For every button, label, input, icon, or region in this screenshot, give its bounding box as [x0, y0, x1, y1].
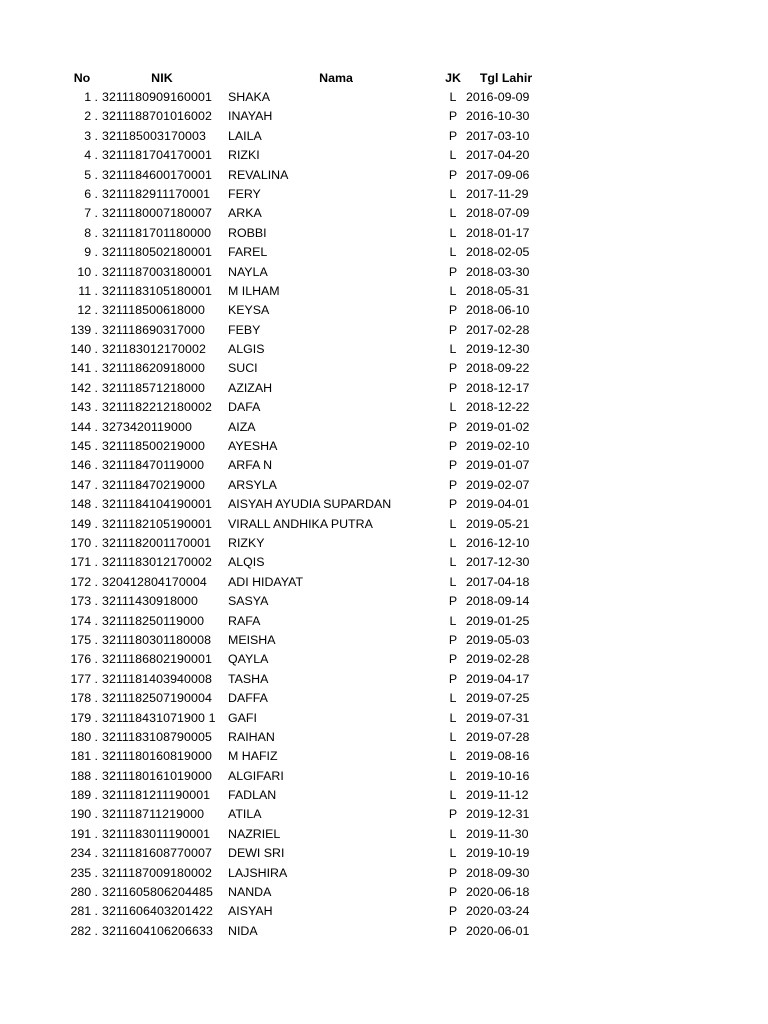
cell-nik: 321183012170002: [102, 342, 206, 357]
cell-jk: P: [448, 497, 458, 512]
cell-jk: P: [448, 904, 458, 919]
cell-tgl-lahir: 2017-02-28: [466, 322, 530, 337]
cell-nama: VIRALL ANDHIKA PUTRA: [228, 516, 373, 531]
cell-nik: 321118250119000: [102, 613, 205, 628]
table-row: [0, 786, 768, 805]
cell-nama: M HAFIZ: [228, 749, 278, 764]
cell-nik: 3211183108790005: [102, 729, 213, 744]
cell-tgl-lahir: 2019-11-30: [466, 826, 529, 841]
cell-nik: 3211180301180008: [102, 632, 212, 647]
cell-nama: KEYSA: [228, 303, 270, 318]
cell-tgl-lahir: 2018-12-17: [466, 380, 530, 395]
cell-nama: REVALINA: [228, 167, 289, 182]
cell-nama: ATILA: [228, 807, 262, 822]
cell-tgl-lahir: 2019-12-31: [466, 807, 530, 822]
cell-jk: P: [448, 477, 458, 492]
cell-nik: 3211187009180002: [102, 865, 213, 880]
cell-nik: 3211606403201422: [102, 904, 213, 919]
cell-no: 175 .: [70, 632, 98, 647]
cell-nik: 3211184104190001: [102, 497, 213, 512]
cell-nama: ADI HIDAYAT: [228, 574, 304, 589]
cell-jk: L: [449, 186, 457, 201]
cell-nama: FERY: [228, 186, 261, 201]
cell-nik: 321118500618000: [102, 303, 206, 318]
cell-nik: 3211604106206633: [102, 923, 213, 938]
cell-no: 6 .: [84, 186, 98, 201]
cell-nama: ALGIFARI: [228, 768, 284, 783]
cell-nik: 3211181608770007: [102, 846, 213, 861]
cell-no: 140 .: [70, 342, 98, 357]
cell-nik: 3211181704170001: [102, 148, 213, 163]
table-row: [0, 670, 768, 689]
cell-nik: 320412804170004: [102, 574, 207, 589]
cell-nama: AISYAH AYUDIA SUPARDAN: [228, 497, 392, 512]
cell-nama: QAYLA: [228, 652, 269, 667]
cell-nik: 3211182105190001: [102, 516, 213, 531]
cell-tgl-lahir: 2018-05-31: [466, 283, 530, 298]
cell-nik: 3211181211190001: [102, 788, 211, 803]
table-row: [0, 883, 768, 902]
cell-nik: 321118500219000: [102, 439, 206, 454]
table-row: [0, 592, 768, 611]
cell-no: 172 .: [70, 574, 98, 589]
cell-no: 179 .: [70, 710, 98, 725]
cell-nama: AISYAH: [228, 904, 273, 919]
cell-tgl-lahir: 2019-08-16: [466, 749, 530, 764]
table-row: [0, 767, 768, 786]
cell-no: 4 .: [84, 148, 98, 163]
table-row: [0, 166, 768, 185]
table-row: [0, 709, 768, 728]
cell-tgl-lahir: 2017-03-10: [466, 128, 530, 143]
cell-nik: 321185003170003: [102, 128, 206, 143]
table-row: [0, 88, 768, 107]
cell-nama: SUCI: [228, 361, 258, 376]
cell-jk: P: [448, 380, 458, 395]
cell-jk: L: [449, 535, 457, 550]
cell-nama: NAZRIEL: [228, 826, 281, 841]
cell-jk: L: [449, 90, 457, 104]
cell-nama: ARSYLA: [228, 477, 277, 492]
cell-nik: 3211605806204485: [102, 885, 213, 900]
table-row: [0, 301, 768, 320]
table-row: [0, 825, 768, 844]
cell-nik: 321118470219000: [102, 477, 206, 492]
cell-tgl-lahir: 2017-11-29: [466, 186, 529, 201]
cell-jk: L: [449, 400, 457, 415]
cell-tgl-lahir: 2020-06-01: [466, 923, 530, 938]
cell-no: 234 .: [70, 846, 98, 861]
table-row: [0, 185, 768, 204]
cell-jk: L: [449, 283, 457, 298]
cell-jk: P: [448, 109, 458, 124]
cell-nik: 3211183105180001: [102, 283, 213, 298]
cell-tgl-lahir: 2019-04-01: [466, 497, 530, 512]
cell-nama: RIZKI: [228, 148, 260, 163]
cell-jk: L: [449, 225, 457, 240]
cell-tgl-lahir: 2019-11-12: [466, 788, 529, 803]
table-row: [0, 243, 768, 262]
cell-jk: P: [448, 885, 458, 900]
cell-no: 139 .: [70, 322, 98, 337]
cell-nama: RAIHAN: [228, 729, 275, 744]
table-row: [0, 224, 768, 243]
cell-tgl-lahir: 2017-09-06: [466, 167, 530, 182]
cell-jk: L: [449, 710, 457, 725]
header-no: No: [73, 71, 91, 85]
cell-no: 143 .: [70, 400, 98, 415]
cell-tgl-lahir: 2020-06-18: [466, 885, 530, 900]
cell-nama: DAFA: [228, 400, 261, 415]
table-row: [0, 728, 768, 747]
table-row: [0, 573, 768, 592]
cell-no: 176 .: [70, 652, 98, 667]
cell-tgl-lahir: 2016-09-09: [466, 90, 530, 104]
cell-nama: GAFI: [228, 710, 257, 725]
table-row: [0, 864, 768, 883]
table-row: [0, 805, 768, 824]
cell-jk: P: [448, 361, 458, 376]
cell-no: 170 .: [70, 535, 98, 550]
table-row: [0, 631, 768, 650]
cell-tgl-lahir: 2016-12-10: [466, 535, 530, 550]
cell-no: 188 .: [70, 768, 98, 783]
cell-no: 12 .: [77, 303, 98, 318]
cell-no: 2 .: [84, 109, 98, 124]
table-row: [0, 204, 768, 223]
cell-tgl-lahir: 2019-07-31: [466, 710, 530, 725]
cell-nik: 3211183011190001: [102, 826, 211, 841]
cell-no: 174 .: [70, 613, 98, 628]
cell-no: 144 .: [70, 419, 98, 434]
table-row: [0, 689, 768, 708]
cell-nama: NANDA: [228, 885, 272, 900]
cell-nama: ARKA: [228, 206, 262, 221]
cell-jk: L: [449, 342, 457, 357]
cell-nik: 3211180161019000: [102, 768, 213, 783]
table-header-row: [0, 68, 768, 88]
cell-nik: 321118431071900 1: [102, 710, 216, 725]
table-row: [0, 340, 768, 359]
table-row: [0, 107, 768, 126]
cell-jk: P: [448, 128, 458, 143]
cell-no: 189 .: [70, 788, 98, 803]
cell-jk: P: [448, 439, 458, 454]
cell-jk: L: [449, 788, 457, 803]
cell-jk: L: [449, 148, 457, 163]
cell-no: 146 .: [70, 458, 98, 473]
cell-nik: 3211180160819000: [102, 749, 213, 764]
cell-jk: P: [448, 594, 458, 609]
cell-nik: 3211186802190001: [102, 652, 213, 667]
cell-tgl-lahir: 2019-10-16: [466, 768, 530, 783]
cell-jk: P: [448, 167, 458, 182]
cell-tgl-lahir: 2019-05-21: [466, 516, 530, 531]
cell-nik: 321118571218000: [102, 380, 206, 395]
cell-no: 173 .: [70, 594, 98, 609]
header-jk: JK: [445, 71, 461, 85]
cell-nama: AYESHA: [228, 439, 278, 454]
table-row: [0, 534, 768, 553]
cell-nama: NIDA: [228, 923, 258, 938]
table-row: [0, 456, 768, 475]
cell-nama: LAILA: [228, 128, 262, 143]
cell-jk: P: [448, 419, 458, 434]
cell-no: 141 .: [70, 361, 98, 376]
table-row: [0, 282, 768, 301]
table-row: [0, 127, 768, 146]
cell-nama: SASYA: [228, 594, 269, 609]
cell-no: 7 .: [84, 206, 98, 221]
table-row: [0, 398, 768, 417]
cell-no: 235 .: [70, 865, 98, 880]
table-row: [0, 844, 768, 863]
table-row: [0, 553, 768, 572]
table-row: [0, 263, 768, 282]
cell-nama: TASHA: [228, 671, 269, 686]
cell-tgl-lahir: 2018-03-30: [466, 264, 530, 279]
table-row: [0, 922, 768, 941]
cell-no: 1 .: [84, 90, 98, 104]
cell-nik: 321118620918000: [102, 361, 206, 376]
cell-jk: L: [449, 729, 457, 744]
cell-nama: FEBY: [228, 322, 261, 337]
cell-jk: P: [448, 807, 458, 822]
cell-nik: 3211182001170001: [102, 535, 212, 550]
cell-no: 142 .: [70, 380, 98, 395]
cell-tgl-lahir: 2018-09-14: [466, 594, 530, 609]
cell-jk: L: [449, 206, 457, 221]
cell-jk: P: [448, 652, 458, 667]
cell-no: 181 .: [70, 749, 98, 764]
cell-nik: 3211182507190004: [102, 691, 213, 706]
cell-tgl-lahir: 2019-05-03: [466, 632, 530, 647]
cell-tgl-lahir: 2018-06-10: [466, 303, 530, 318]
table-row: [0, 515, 768, 534]
header-tgl-lahir: Tgl Lahir: [479, 71, 533, 85]
cell-tgl-lahir: 2016-10-30: [466, 109, 530, 124]
cell-nama: MEISHA: [228, 632, 276, 647]
cell-tgl-lahir: 2019-12-30: [466, 342, 530, 357]
table-body: [0, 88, 768, 941]
cell-tgl-lahir: 2017-04-18: [466, 574, 530, 589]
cell-nama: RIZKY: [228, 535, 265, 550]
cell-tgl-lahir: 2019-01-25: [466, 613, 530, 628]
cell-nik: 3211180909160001: [102, 90, 213, 104]
cell-jk: P: [448, 671, 458, 686]
table-row: [0, 146, 768, 165]
cell-nama: INAYAH: [228, 109, 273, 124]
cell-tgl-lahir: 2018-01-17: [466, 225, 530, 240]
cell-nik: 3211180007180007: [102, 206, 213, 221]
cell-no: 280 .: [70, 885, 98, 900]
cell-no: 3 .: [84, 128, 98, 143]
cell-no: 191 .: [70, 826, 98, 841]
cell-tgl-lahir: 2019-02-28: [466, 652, 530, 667]
cell-jk: L: [449, 516, 457, 531]
cell-no: 11 .: [78, 283, 98, 298]
cell-tgl-lahir: 2019-02-07: [466, 477, 530, 492]
cell-tgl-lahir: 2019-07-28: [466, 729, 530, 744]
cell-tgl-lahir: 2018-02-05: [466, 245, 530, 260]
table-row: [0, 747, 768, 766]
cell-nik: 3211183012170002: [102, 555, 213, 570]
cell-no: 190 .: [70, 807, 98, 822]
cell-nama: AZIZAH: [228, 380, 273, 395]
cell-nama: M ILHAM: [228, 283, 280, 298]
cell-no: 147 .: [70, 477, 98, 492]
cell-nama: AIZA: [228, 419, 256, 434]
cell-jk: L: [449, 691, 457, 706]
cell-no: 177 .: [70, 671, 98, 686]
cell-no: 149 .: [70, 516, 98, 531]
cell-nama: FAREL: [228, 245, 268, 260]
cell-tgl-lahir: 2017-12-30: [466, 555, 530, 570]
cell-nik: 321118470119000: [102, 458, 205, 473]
cell-nik: 3211188701016002: [102, 109, 213, 124]
cell-jk: L: [449, 613, 457, 628]
cell-nik: 32111430918000: [102, 594, 199, 609]
cell-nik: 3273420119000: [102, 419, 192, 434]
table-row: [0, 437, 768, 456]
cell-tgl-lahir: 2018-12-22: [466, 400, 530, 415]
table-row: [0, 379, 768, 398]
cell-nama: NAYLA: [228, 264, 268, 279]
cell-tgl-lahir: 2019-01-02: [466, 419, 530, 434]
header-nama: Nama: [319, 71, 353, 85]
cell-nik: 321118690317000: [102, 322, 206, 337]
cell-no: 282 .: [70, 923, 98, 938]
cell-jk: P: [448, 632, 458, 647]
table-row: [0, 612, 768, 631]
cell-jk: P: [448, 865, 458, 880]
cell-nama: ALQIS: [228, 555, 265, 570]
cell-nik: 3211184600170001: [102, 167, 213, 182]
cell-tgl-lahir: 2019-02-10: [466, 439, 530, 454]
cell-tgl-lahir: 2017-04-20: [466, 148, 530, 163]
cell-nama: SHAKA: [228, 90, 271, 104]
cell-nama: FADLAN: [228, 788, 277, 803]
cell-nik: 321118711219000: [102, 807, 205, 822]
cell-nik: 3211181701180000: [102, 225, 212, 240]
cell-tgl-lahir: 2019-04-17: [466, 671, 530, 686]
header-nik: NIK: [151, 71, 173, 85]
cell-nama: DEWI SRI: [228, 846, 285, 861]
cell-no: 180 .: [70, 729, 98, 744]
cell-nik: 3211181403940008: [102, 671, 213, 686]
cell-jk: P: [448, 458, 458, 473]
cell-nik: 3211182911170001: [102, 186, 211, 201]
cell-no: 10 .: [77, 264, 98, 279]
cell-jk: L: [449, 245, 457, 260]
cell-jk: P: [448, 322, 458, 337]
table-row: [0, 650, 768, 669]
cell-nama: ALGIS: [228, 342, 265, 357]
cell-nama: ROBBI: [228, 225, 267, 240]
cell-nik: 3211187003180001: [102, 264, 213, 279]
cell-tgl-lahir: 2018-09-22: [466, 361, 530, 376]
cell-tgl-lahir: 2020-03-24: [466, 904, 530, 919]
cell-no: 178 .: [70, 691, 98, 706]
table-row: [0, 476, 768, 495]
cell-tgl-lahir: 2018-07-09: [466, 206, 530, 221]
cell-tgl-lahir: 2018-09-30: [466, 865, 530, 880]
table-row: [0, 359, 768, 378]
cell-no: 9 .: [84, 245, 98, 260]
cell-tgl-lahir: 2019-01-07: [466, 458, 530, 473]
table-row: [0, 418, 768, 437]
table-row: [0, 902, 768, 921]
cell-nama: LAJSHIRA: [228, 865, 288, 880]
cell-jk: P: [448, 923, 458, 938]
table-row: [0, 321, 768, 340]
cell-jk: L: [449, 826, 457, 841]
cell-nik: 3211182212180002: [102, 400, 213, 415]
cell-no: 145 .: [70, 439, 98, 454]
cell-nama: DAFFA: [228, 691, 268, 706]
cell-jk: P: [448, 303, 458, 318]
cell-nama: ARFA N: [228, 458, 273, 473]
cell-jk: P: [448, 264, 458, 279]
cell-jk: L: [449, 768, 457, 783]
cell-no: 171 .: [70, 555, 98, 570]
cell-jk: L: [449, 555, 457, 570]
cell-tgl-lahir: 2019-10-19: [466, 846, 530, 861]
cell-no: 281 .: [70, 904, 98, 919]
table-row: [0, 495, 768, 514]
cell-nik: 3211180502180001: [102, 245, 213, 260]
cell-jk: L: [449, 749, 457, 764]
cell-no: 148 .: [70, 497, 98, 512]
cell-no: 8 .: [84, 225, 98, 240]
cell-no: 5 .: [84, 167, 98, 182]
cell-jk: L: [449, 846, 457, 861]
cell-tgl-lahir: 2019-07-25: [466, 691, 530, 706]
cell-nama: RAFA: [228, 613, 261, 628]
data-table: [0, 68, 768, 941]
cell-jk: L: [449, 574, 457, 589]
